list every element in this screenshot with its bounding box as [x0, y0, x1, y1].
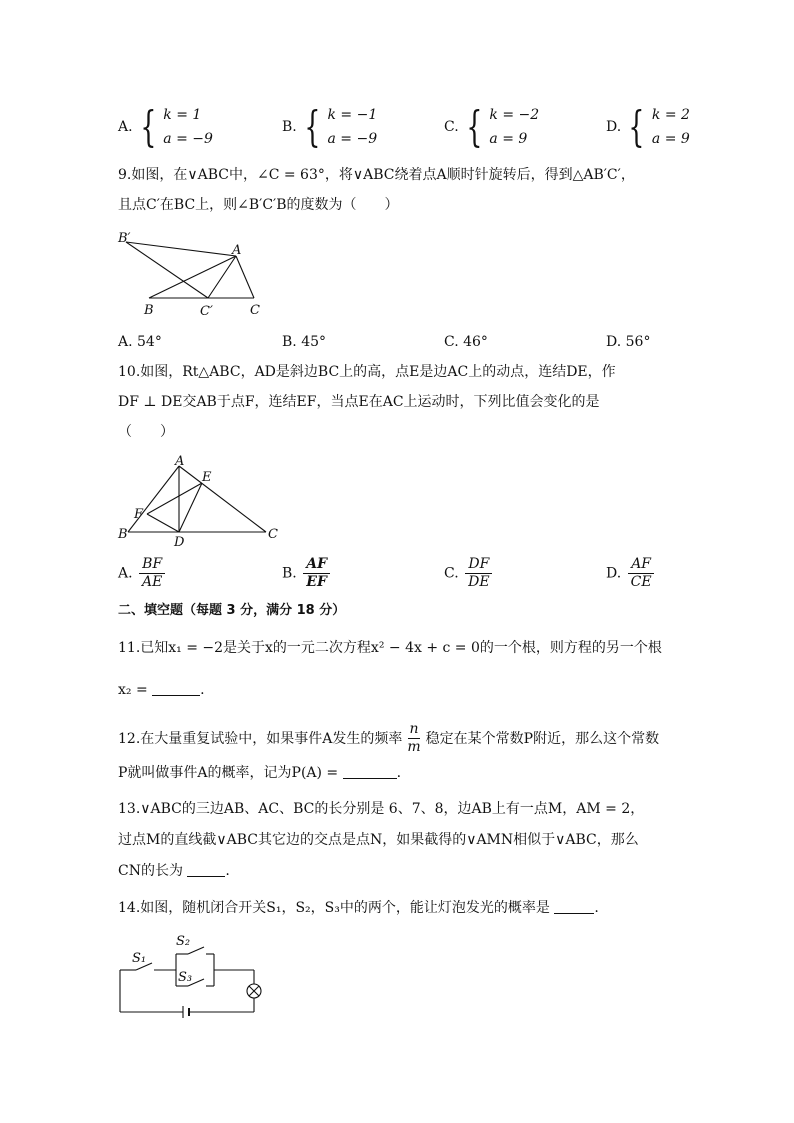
- equation-system: [652, 103, 690, 151]
- segment-d-e: [179, 483, 202, 532]
- q13-period: .: [225, 863, 230, 879]
- denominator: EF: [306, 574, 327, 590]
- equation-a: a = 9: [651, 131, 690, 147]
- q10-option-b[interactable]: [282, 556, 332, 591]
- segment-a-c: [179, 466, 266, 532]
- label-s2: S₂: [176, 934, 191, 949]
- segment-d-f: [147, 514, 179, 532]
- equation-a: a = −9: [163, 131, 213, 147]
- denominator: AE: [142, 574, 163, 590]
- q14-text-pre: 14.如图，随机闭合开关S₁，S₂，S₃中的两个，能让灯泡发光的概率是: [118, 900, 550, 916]
- numerator: AF: [628, 556, 654, 574]
- q13-text-line1: 13.∨ABC的三边AB、AC、BC的长分别是 6、7、8，边AB上有一点M，AM = 2，: [118, 801, 645, 817]
- label-b: B: [118, 527, 128, 542]
- segment-a-c: [236, 256, 254, 298]
- q10-text-line3: （ ）: [118, 424, 174, 440]
- equation-k: k = 2: [651, 107, 690, 123]
- equation-k: k = −1: [327, 107, 378, 123]
- q10-option-d[interactable]: [606, 556, 657, 591]
- section-title: 二、填空题（每题 3 分，满分 18 分）: [118, 603, 346, 618]
- label-b: B: [144, 303, 154, 318]
- q9-option-c[interactable]: C. 46°: [444, 334, 488, 350]
- segment-a-b: [149, 256, 236, 298]
- q9-option-d[interactable]: D. 56°: [606, 334, 651, 350]
- q11-lhs: x₂ =: [118, 682, 148, 698]
- q14-period: .: [594, 900, 599, 916]
- q14-circuit-figure: [112, 934, 272, 1024]
- equation-a: a = −9: [327, 131, 378, 147]
- q9-figure: [112, 228, 272, 320]
- label-a: A: [175, 454, 185, 469]
- numerator: DF: [465, 556, 492, 574]
- segment-e-f: [147, 483, 202, 514]
- numerator: BF: [139, 556, 165, 574]
- denominator: m: [407, 739, 421, 755]
- label-f: F: [134, 507, 144, 522]
- q10-text-line2: DF ⊥ DE交AB于点F，连结EF，当点E在AC上运动时，下列比值会变化的是: [118, 394, 600, 410]
- q13-text-line3: [118, 861, 230, 881]
- option-label: D.: [606, 119, 622, 135]
- equation-k: k = 1: [163, 107, 202, 123]
- label-c: C: [250, 303, 260, 318]
- q12-text-pre: 12.在大量重复试验中，如果事件A发生的频率: [118, 730, 403, 747]
- frequency-fraction: [404, 721, 423, 756]
- denominator: CE: [630, 574, 652, 590]
- q12-answer-blank[interactable]: [343, 764, 397, 779]
- equation-a: a = 9: [489, 131, 528, 147]
- q10-text-line1: 10.如图，Rt△ABC，AD是斜边BC上的高，点E是边AC上的动点，连结DE，作: [118, 364, 616, 380]
- switch-s2-blade: [188, 947, 204, 954]
- equation-k: k = −2: [489, 107, 540, 123]
- q12-text-line2: [118, 763, 401, 783]
- q9-option-a[interactable]: A. 54°: [118, 334, 162, 350]
- numerator: AF: [303, 556, 330, 574]
- q9-text-line2: 且点C′在BC上，则∠B′C′B的度数为（ ）: [118, 197, 399, 213]
- equation-system: [163, 103, 213, 151]
- q8-option-a[interactable]: [118, 103, 213, 151]
- option-label: C.: [444, 565, 459, 582]
- label-s3: S₃: [178, 970, 193, 985]
- label-c-prime: C′: [200, 304, 213, 319]
- numerator: n: [409, 721, 419, 737]
- label-d: D: [174, 535, 185, 550]
- label-b-prime: B′: [118, 231, 131, 246]
- q8-option-d[interactable]: [606, 103, 690, 151]
- option-label: B.: [282, 119, 297, 135]
- label-e: E: [202, 470, 212, 485]
- q9-option-b[interactable]: B. 45°: [282, 334, 327, 350]
- equation-system: [489, 103, 539, 151]
- q14-text-line1: [118, 898, 599, 918]
- label-s1: S₁: [132, 951, 147, 966]
- segment-b-a: [128, 466, 179, 532]
- option-label: A.: [118, 119, 133, 135]
- q11-text-line2: [118, 680, 205, 700]
- brace: {: [466, 102, 483, 151]
- q10-option-c[interactable]: [444, 556, 495, 591]
- q10-option-a[interactable]: [118, 556, 167, 591]
- fraction: [465, 556, 492, 591]
- option-label: C.: [444, 119, 459, 135]
- brace: {: [304, 102, 321, 151]
- q12-text-line2-pre: P就叫做事件A的概率，记为P(A) =: [118, 765, 339, 781]
- q11-text-line1: 11.已知x₁ = −2是关于x的一元二次方程x² − 4x + c = 0的一个根，则方程的另一个根: [118, 640, 662, 656]
- q12-text-post: 稳定在某个常数P附近，那么这个常数: [425, 730, 660, 747]
- q13-text-line2: 过点M的直线截∨ABC其它边的交点是点N，如果截得的∨AMN相似于∨ABC，那么: [118, 832, 639, 848]
- q12-text-line1: [118, 721, 659, 756]
- q13-text-line3-pre: CN的长为: [118, 863, 183, 879]
- brace: {: [628, 102, 645, 151]
- q8-option-c[interactable]: [444, 103, 539, 151]
- fraction: [628, 556, 655, 591]
- q13-answer-blank[interactable]: [187, 862, 225, 877]
- q12-period: .: [396, 765, 402, 781]
- equation-system: [327, 103, 377, 151]
- q10-figure: [112, 454, 292, 550]
- q8-option-b[interactable]: [282, 103, 377, 151]
- fraction: [139, 556, 165, 591]
- q11-answer-blank[interactable]: [152, 681, 200, 696]
- label-a: A: [232, 243, 242, 258]
- denominator: DE: [468, 574, 490, 590]
- label-c: C: [268, 527, 278, 542]
- q11-period: .: [200, 682, 205, 698]
- q9-text-line1: 9.如图，在∨ABC中，∠C = 63°，将∨ABC绕着点A顺时针旋转后，得到△AB′C′，: [118, 167, 635, 183]
- brace: {: [139, 102, 156, 151]
- q14-answer-blank[interactable]: [554, 899, 594, 914]
- fraction: [303, 556, 330, 591]
- option-label: A.: [118, 565, 133, 582]
- option-label: B.: [282, 565, 297, 582]
- option-label: D.: [606, 565, 622, 582]
